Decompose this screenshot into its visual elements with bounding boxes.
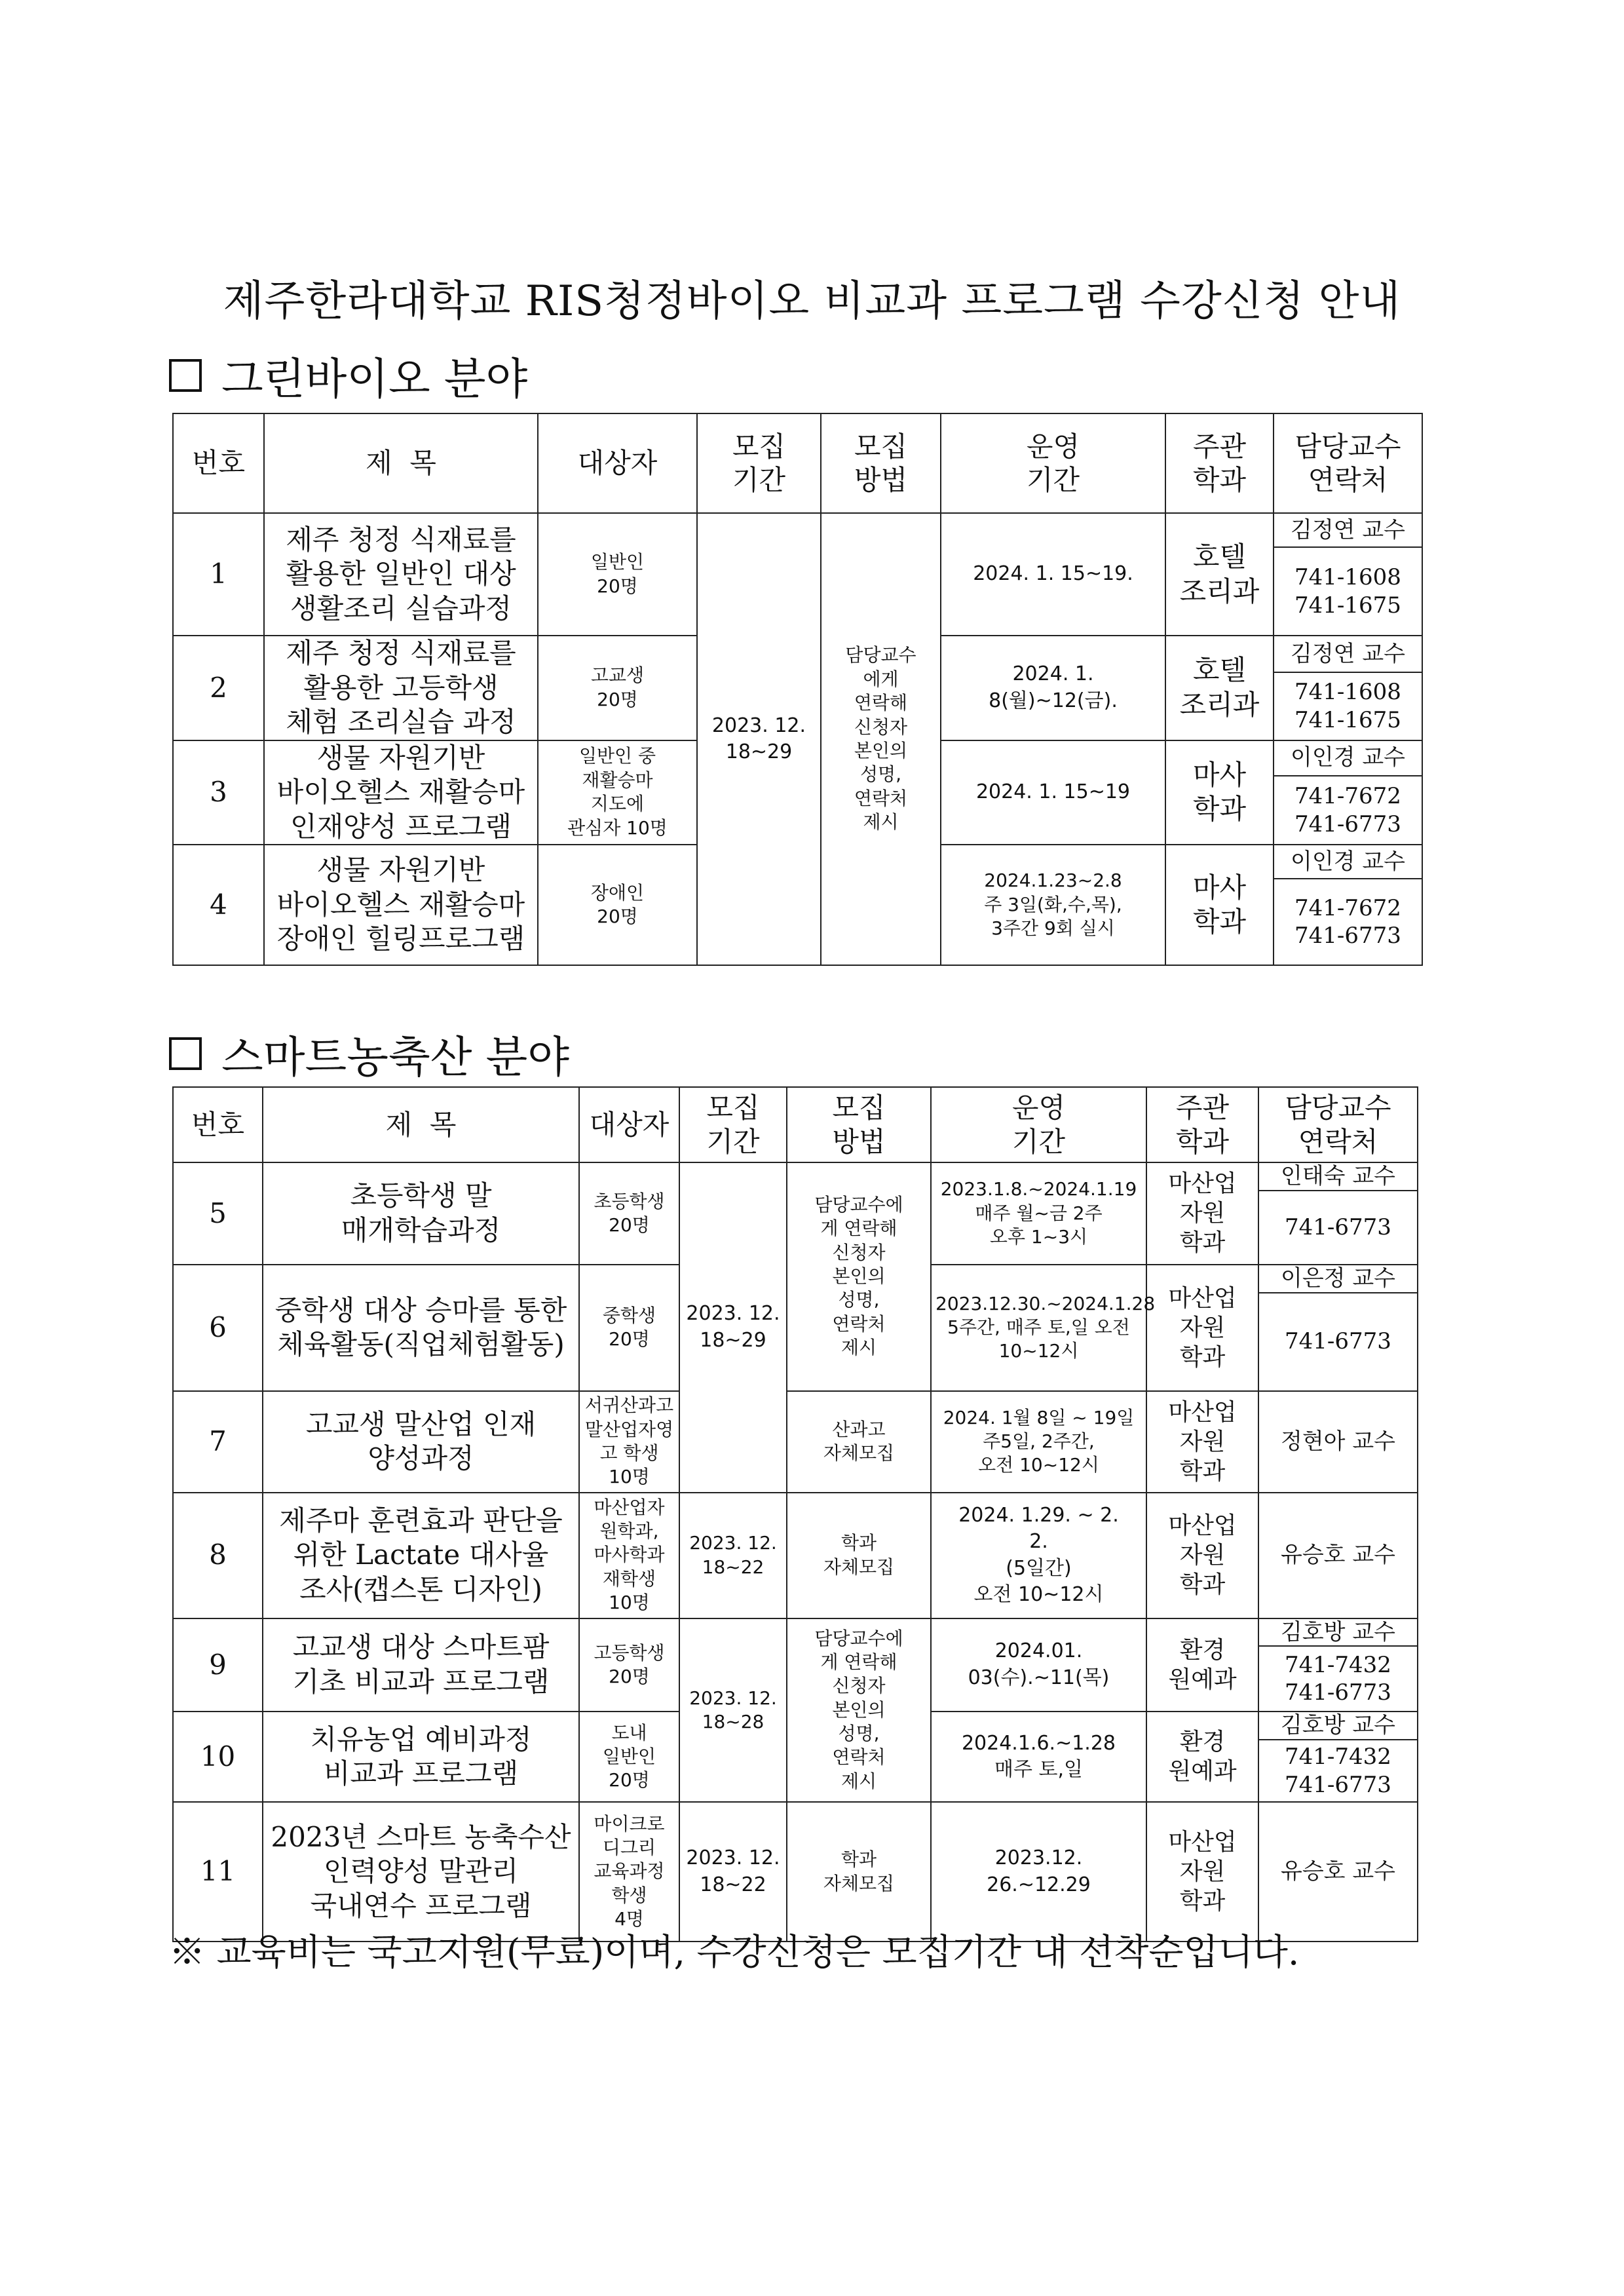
checkbox-icon [169, 359, 202, 392]
page-title: 제주한라대학교 RIS청정바이오 비교과 프로그램 수강신청 안내 [223, 277, 1401, 326]
header-cell: 담당교수 연락처 [1258, 1087, 1418, 1162]
section-title: 그린바이오 분야 [221, 354, 528, 404]
header-cell: 주관 학과 [1165, 413, 1274, 513]
program-title: 제주 청정 식재료를 활용한 일반인 대상 생활조리 실습과정 [264, 513, 538, 636]
header-cell: 운영 기간 [931, 1087, 1146, 1162]
target-cell: 고교생 20명 [538, 636, 697, 740]
target-cell: 초등학생 20명 [579, 1162, 679, 1265]
greenbio-table [172, 413, 1423, 966]
program-title: 2023년 스마트 농축수산 인력양성 말관리 국내연수 프로그램 [263, 1802, 579, 1942]
target-cell: 장애인 20명 [538, 845, 697, 965]
department-cell: 마사 학과 [1165, 845, 1274, 965]
header-cell: 운영 기간 [941, 413, 1165, 513]
recruit-method-cell: 학과 자체모집 [787, 1493, 931, 1618]
professor-phone: 741-7672 741-6773 [1274, 776, 1422, 845]
header-cell: 담당교수 연락처 [1274, 413, 1422, 513]
professor-name: 유승호 교수 [1258, 1493, 1418, 1618]
table-row [173, 1802, 1418, 1942]
row-number: 10 [173, 1712, 263, 1802]
target-cell: 마이크로 디그리 교육과정 학생 4명 [579, 1802, 679, 1942]
professor-phone: 741-6773 [1258, 1293, 1418, 1391]
program-title: 중학생 대상 승마를 통한 체육활동(직업체험활동) [263, 1265, 579, 1391]
header-cell: 대상자 [579, 1087, 679, 1162]
header-cell: 번호 [173, 413, 264, 513]
recruit-method-cell: 산과고 자체모집 [787, 1391, 931, 1493]
program-title: 제주 청정 식재료를 활용한 고등학생 체험 조리실습 과정 [264, 636, 538, 740]
row-number: 8 [173, 1493, 263, 1618]
row-number: 3 [173, 740, 264, 845]
operation-period-cell: 2024. 1. 15~19 [941, 740, 1165, 845]
table-row [173, 1391, 1418, 1493]
professor-phone: 741-6773 [1258, 1191, 1418, 1265]
table-header-row [173, 413, 1422, 513]
professor-phone: 741-1608 741-1675 [1274, 547, 1422, 636]
target-cell: 일반인 중 재활승마 지도에 관심자 10명 [538, 740, 697, 845]
target-cell: 서귀산과고 말산업자영 고 학생 10명 [579, 1391, 679, 1493]
section-title: 스마트농축산 분야 [221, 1032, 570, 1082]
table-header-row [173, 1087, 1418, 1162]
operation-period-cell: 2024. 1월 8일 ~ 19일 주5일, 2주간, 오전 10~12시 [931, 1391, 1146, 1493]
program-title: 초등학생 말 매개학습과정 [263, 1162, 579, 1265]
professor-name: 김정연 교수 [1274, 636, 1422, 672]
header-cell: 제 목 [263, 1087, 579, 1162]
recruit-period-cell: 2023. 12. 18~29 [679, 1162, 787, 1493]
target-cell: 마산업자 원학과, 마사학과 재학생 10명 [579, 1493, 679, 1618]
header-cell: 주관 학과 [1146, 1087, 1258, 1162]
operation-period-cell: 2024.01. 03(수).~11(목) [931, 1618, 1146, 1712]
professor-phone: 741-7432 741-6773 [1258, 1646, 1418, 1712]
professor-name: 김정연 교수 [1274, 513, 1422, 547]
recruit-method-cell: 학과 자체모집 [787, 1802, 931, 1942]
department-cell: 마산업 자원 학과 [1146, 1391, 1258, 1493]
department-cell: 마산업 자원 학과 [1146, 1802, 1258, 1942]
operation-period-cell: 2024.1.23~2.8 주 3일(화,수,목), 3주간 9회 실시 [941, 845, 1165, 965]
department-cell: 호텔 조리과 [1165, 513, 1274, 636]
header-cell: 모집 기간 [697, 413, 821, 513]
operation-period-cell: 2024. 1. 15~19. [941, 513, 1165, 636]
recruit-period-cell: 2023. 12. 18~28 [679, 1618, 787, 1803]
row-number: 5 [173, 1162, 263, 1265]
program-title: 생물 자원기반 바이오헬스 재활승마 인재양성 프로그램 [264, 740, 538, 845]
operation-period-cell: 2024. 1. 8(월)~12(금). [941, 636, 1165, 740]
department-cell: 마산업 자원 학과 [1146, 1265, 1258, 1391]
row-number: 2 [173, 636, 264, 740]
professor-name: 김호방 교수 [1258, 1712, 1418, 1740]
footnote: ※ 교육비는 국고지원(무료)이며, 수강신청은 모집기간 내 선착순입니다. [169, 1931, 1300, 1973]
row-number: 7 [173, 1391, 263, 1493]
professor-phone: 741-7432 741-6773 [1258, 1740, 1418, 1802]
professor-name: 이인경 교수 [1274, 740, 1422, 776]
table-row [173, 1618, 1418, 1647]
section-heading-greenbio [169, 344, 527, 406]
header-cell: 번호 [173, 1087, 263, 1162]
program-title: 치유농업 예비과정 비교과 프로그램 [263, 1712, 579, 1802]
program-title: 제주마 훈련효과 판단을 위한 Lactate 대사율 조사(캡스톤 디자인) [263, 1493, 579, 1618]
table-row [173, 1162, 1418, 1191]
professor-name: 이은정 교수 [1258, 1265, 1418, 1293]
target-cell: 고등학생 20명 [579, 1618, 679, 1712]
department-cell: 마산업 자원 학과 [1146, 1493, 1258, 1618]
recruit-method-cell: 담당교수에 게 연락해 신청자 본인의 성명, 연락처 제시 [787, 1618, 931, 1803]
operation-period-cell: 2023.1.8.~2024.1.19 매주 월~금 2주 오후 1~3시 [931, 1162, 1146, 1265]
recruit-period-cell: 2023. 12. 18~22 [679, 1493, 787, 1618]
target-cell: 중학생 20명 [579, 1265, 679, 1391]
header-cell: 모집 기간 [679, 1087, 787, 1162]
row-number: 11 [173, 1802, 263, 1942]
professor-phone: 741-1608 741-1675 [1274, 672, 1422, 740]
row-number: 9 [173, 1618, 263, 1712]
target-cell: 일반인 20명 [538, 513, 697, 636]
operation-period-cell: 2023.12. 26.~12.29 [931, 1802, 1146, 1942]
row-number: 4 [173, 845, 264, 965]
professor-phone: 741-7672 741-6773 [1274, 879, 1422, 965]
professor-name: 정현아 교수 [1258, 1391, 1418, 1493]
section-heading-smartfarm [169, 1022, 569, 1084]
department-cell: 환경 원예과 [1146, 1618, 1258, 1712]
professor-name: 유승호 교수 [1258, 1802, 1418, 1942]
header-cell: 제 목 [264, 413, 538, 513]
recruit-period-cell: 2023. 12. 18~29 [697, 513, 821, 965]
department-cell: 마산업 자원 학과 [1146, 1162, 1258, 1265]
operation-period-cell: 2024.1.6.~1.28 매주 토,일 [931, 1712, 1146, 1802]
professor-name: 김호방 교수 [1258, 1618, 1418, 1647]
checkbox-icon [169, 1037, 202, 1070]
program-title: 고교생 대상 스마트팜 기초 비교과 프로그램 [263, 1618, 579, 1712]
operation-period-cell: 2023.12.30.~2024.1.28 5주간, 매주 토,일 오전 10~12시 [931, 1265, 1146, 1391]
header-cell: 모집 방법 [821, 413, 941, 513]
row-number: 6 [173, 1265, 263, 1391]
row-number: 1 [173, 513, 264, 636]
department-cell: 호텔 조리과 [1165, 636, 1274, 740]
target-cell: 도내 일반인 20명 [579, 1712, 679, 1802]
professor-name: 인태숙 교수 [1258, 1162, 1418, 1191]
table-row [173, 1493, 1418, 1618]
recruit-method-cell: 담당교수 에게 연락해 신청자 본인의 성명, 연락처 제시 [821, 513, 941, 965]
recruit-method-cell: 담당교수에 게 연락해 신청자 본인의 성명, 연락처 제시 [787, 1162, 931, 1391]
professor-name: 이인경 교수 [1274, 845, 1422, 879]
program-title: 생물 자원기반 바이오헬스 재활승마 장애인 힐링프로그램 [264, 845, 538, 965]
header-cell: 모집 방법 [787, 1087, 931, 1162]
operation-period-cell: 2024. 1.29. ~ 2. 2. (5일간) 오전 10~12시 [931, 1493, 1146, 1618]
program-title: 고교생 말산업 인재 양성과정 [263, 1391, 579, 1493]
smartfarm-table [172, 1086, 1418, 1942]
header-cell: 대상자 [538, 413, 697, 513]
department-cell: 환경 원예과 [1146, 1712, 1258, 1802]
recruit-period-cell: 2023. 12. 18~22 [679, 1802, 787, 1942]
table-row [173, 513, 1422, 547]
department-cell: 마사 학과 [1165, 740, 1274, 845]
